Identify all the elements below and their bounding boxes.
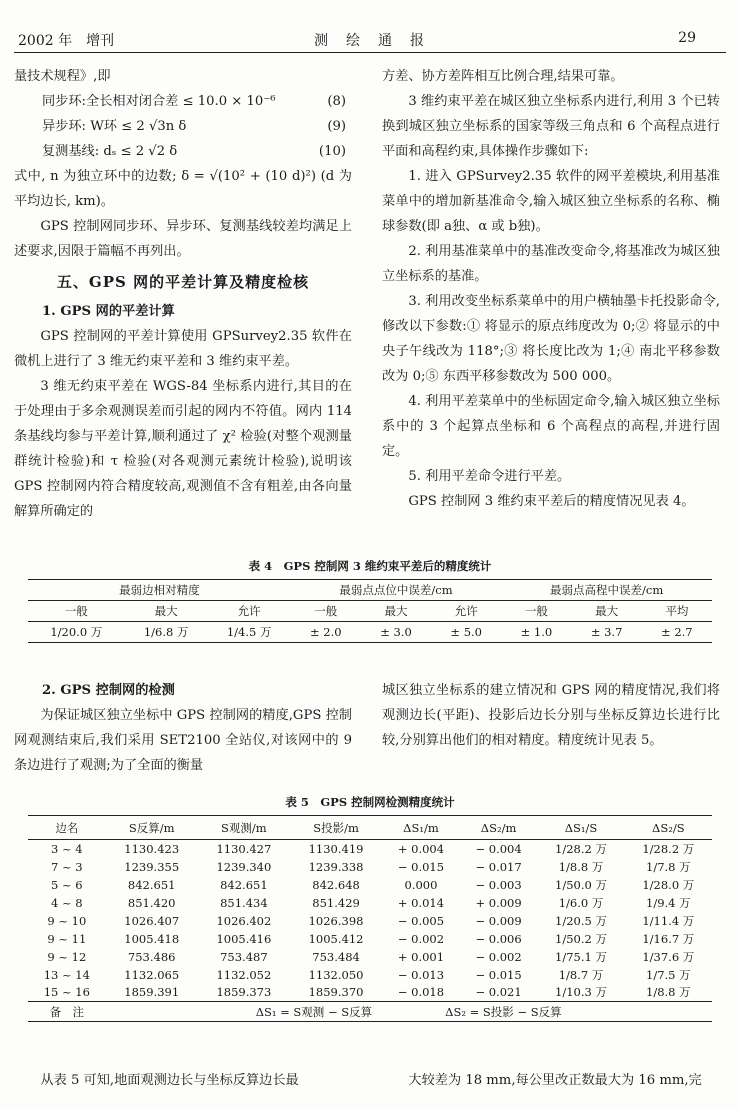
- table-cell: 0.000: [404, 877, 438, 892]
- table-4: [28, 579, 712, 643]
- table-cell: 1/50.2 万: [555, 931, 607, 946]
- table-cell: 753.486: [127, 949, 176, 964]
- equation-10: [14, 139, 352, 164]
- table-header-cell: 一般: [28, 601, 125, 622]
- table-header-cell: ΔS₂/m: [460, 816, 538, 840]
- equation-number: (10): [318, 144, 346, 159]
- table-cell: 851.420: [127, 895, 176, 910]
- table-cell: 1/8.8 万: [646, 985, 691, 1000]
- table-cell: 1/6.0 万: [558, 895, 604, 910]
- equation-8: [14, 89, 352, 114]
- table-cell: − 0.017: [475, 859, 522, 874]
- table-cell: + 0.009: [475, 895, 522, 910]
- table-cell: ± 1.0: [520, 625, 553, 639]
- table-cell: 5 ~ 6: [51, 877, 83, 892]
- table-cell: 1132.050: [308, 967, 364, 982]
- equation-text: 异步环: W环 ≤ 2 √3n δ: [42, 119, 187, 134]
- table-cell: 1/16.7 万: [642, 931, 695, 946]
- table-cell: 1859.373: [216, 985, 272, 1000]
- table-5: [28, 815, 712, 1022]
- table-cell: 4 ~ 8: [51, 895, 83, 910]
- table-row: [28, 840, 712, 858]
- table-cell: 1/37.6 万: [642, 949, 695, 964]
- table-cell: 1130.419: [308, 841, 364, 856]
- table-cell: − 0.018: [397, 985, 445, 1000]
- table-4-caption: 表 4 GPS 控制网 3 维约束平差后的精度统计: [248, 559, 492, 573]
- bottom-right-text: [382, 1068, 720, 1093]
- table-cell: 1/20.0 万: [50, 625, 103, 639]
- table-cell: − 0.004: [475, 841, 522, 856]
- equation-number: (9): [327, 119, 346, 134]
- table-cell: ± 2.0: [310, 625, 342, 639]
- paragraph: 为保证城区独立坐标中 GPS 控制网的精度,GPS 控制网观测结束后,我们采用 SET2100 全站仪,对该网中的 9 条边进行了观测;为了全面的衡量: [14, 708, 352, 773]
- table-cell: 753.487: [220, 949, 268, 964]
- table-cell: 1/4.5 万: [226, 625, 272, 639]
- table-cell: 1/8.8 万: [558, 859, 604, 874]
- table-header-cell: ΔS₁/m: [382, 816, 460, 840]
- table-cell: 1/9.4 万: [646, 895, 691, 910]
- equation-text: 同步环:全长相对闭合差 ≤ 10.0 × 10⁻⁶: [42, 94, 276, 109]
- paragraph: 3 维无约束平差在 WGS-84 坐标系内进行,其目的在于处理由于多余观测误差而引起的网内不符值。网内 114 条基线均参与平差计算,顺利通过了 χ² 检验(对整个观测量群统计检验)和 τ 检验(对各观测元素统计检验),说明该 GPS 控制网内符合精度较高,观测值不含有粗差,由各向量解算所确定的: [14, 379, 352, 519]
- step-1: 1. 进入 GPSurvey2.35 软件的网平差模块,利用基准菜单中的增加新基准命令,输入城区独立坐标系的名称、椭球参数(即 a独、α 或 b独)。: [382, 169, 720, 234]
- table-header-cell: ΔS₁/S: [537, 816, 624, 840]
- table-cell: 15 ~ 16: [43, 985, 90, 1000]
- step-5: 5. 利用平差命令进行平差。: [408, 469, 571, 484]
- table-header-cell: 一般: [291, 601, 361, 622]
- table-cell: 851.434: [220, 895, 268, 910]
- equation-text: 复测基线: dₛ ≤ 2 √2 δ: [42, 144, 178, 159]
- table-note-row: [28, 1002, 712, 1022]
- table-row: [28, 858, 712, 876]
- table-group-header: 最弱边相对精度: [28, 580, 291, 601]
- table-cell: − 0.005: [397, 913, 445, 928]
- table-cell: 1/7.8 万: [646, 859, 691, 874]
- table-row: [28, 930, 712, 948]
- step-3: 3. 利用改变坐标系菜单中的用户横轴墨卡托投影命令,修改以下参数:① 将显示的原点纬度改为 0;② 将显示的中央子午线改为 118°;③ 将长度比改为 1;④ 南北平移参数改为 0;⑤ 东西平移参数改为 500 000。: [382, 294, 720, 384]
- table-cell: 1239.340: [216, 859, 272, 874]
- table-row: [28, 966, 712, 984]
- table-cell: 1239.355: [124, 859, 180, 874]
- step-2: 2. 利用基准菜单中的基准改变命令,将基准改为城区独立坐标系的基准。: [382, 244, 720, 284]
- table-cell: 1/8.7 万: [558, 967, 604, 982]
- paragraph: 3 维约束平差在城区独立坐标系内进行,利用 3 个已转换到城区独立坐标系的国家等级三角点和 6 个高程点进行平面和高程约束,具体操作步骤如下:: [382, 94, 720, 159]
- paragraph: GPS 控制网同步环、异步环、复测基线较差均满足上述要求,因限于篇幅不再列出。: [14, 219, 352, 259]
- table-cell: 753.484: [312, 949, 360, 964]
- table-cell: 9 ~ 12: [47, 949, 87, 964]
- table-note-formula-2: ΔS₂ = S投影 − S反算: [382, 1002, 625, 1022]
- equation-number: (8): [327, 94, 346, 109]
- paragraph: 城区独立坐标系的建立情况和 GPS 网的精度情况,我们将观测边长(平距)、投影后边长分别与坐标反算边长进行比较,分别算出他们的相对精度。精度统计见表 5。: [382, 683, 720, 748]
- table-group-header: 最弱点高程中误差/cm: [501, 580, 712, 601]
- table-cell: 9 ~ 11: [47, 931, 87, 946]
- table-cell: + 0.001: [397, 949, 445, 964]
- table-cell: ± 2.7: [661, 625, 693, 639]
- bottom-left-text: [14, 1068, 352, 1093]
- table-cell: 1130.423: [124, 841, 180, 856]
- table-cell: − 0.002: [475, 949, 522, 964]
- table-cell: 1/50.0 万: [555, 877, 607, 892]
- table-cell: 842.651: [127, 877, 176, 892]
- right-column-middle: [382, 678, 720, 753]
- table-cell: 1/10.3 万: [555, 985, 607, 1000]
- table-cell: 1132.065: [124, 967, 180, 982]
- table-header-cell: 一般: [501, 601, 571, 622]
- table-cell: ± 5.0: [450, 625, 482, 639]
- table-cell: 3 ~ 4: [51, 841, 83, 856]
- paragraph: 大较差为 18 mm,每公里改正数最大为 16 mm,完: [408, 1073, 702, 1088]
- header-page-number: 29: [678, 30, 696, 46]
- table-cell: − 0.009: [475, 913, 522, 928]
- table-cell: 1132.052: [216, 967, 272, 982]
- header-journal-issue: 2002 年 增刊: [18, 33, 115, 49]
- left-column: [14, 64, 352, 524]
- table-cell: − 0.003: [475, 877, 522, 892]
- table-header-cell: 最大: [125, 601, 208, 622]
- table-cell: 851.429: [312, 895, 360, 910]
- table-cell: 1026.398: [308, 913, 364, 928]
- subsection-heading: 2. GPS 控制网的检测: [42, 683, 175, 698]
- table-row: [28, 876, 712, 894]
- table-cell: 1/75.1 万: [555, 949, 607, 964]
- table-cell: 7 ~ 3: [51, 859, 83, 874]
- table-cell: − 0.015: [475, 967, 522, 982]
- table-header-cell: ΔS₂/S: [625, 816, 712, 840]
- table-note-label: 备 注: [28, 1002, 106, 1022]
- step-4: 4. 利用平差菜单中的坐标固定命令,输入城区独立坐标系中的 3 个起算点坐标和 6 个高程点的高程,并进行固定。: [382, 394, 720, 459]
- table-cell: − 0.015: [397, 859, 445, 874]
- table-cell: 9 ~ 10: [47, 913, 87, 928]
- paragraph: GPS 控制网的平差计算使用 GPSurvey2.35 软件在微机上进行了 3 维无约束平差和 3 维约束平差。: [14, 329, 352, 369]
- table-cell: ± 3.0: [380, 625, 412, 639]
- table-cell: 1130.427: [216, 841, 272, 856]
- left-column-middle: [14, 678, 352, 778]
- table-cell: 1859.370: [308, 985, 364, 1000]
- table-cell: 1005.418: [124, 931, 180, 946]
- table-cell: 1/28.0 万: [642, 877, 695, 892]
- table-cell: ± 3.7: [590, 625, 623, 639]
- table-cell: 1859.391: [124, 985, 180, 1000]
- table-cell: 1/20.5 万: [555, 913, 607, 928]
- table-cell: + 0.004: [397, 841, 445, 856]
- table-cell: 1026.402: [216, 913, 272, 928]
- table-group-header: 最弱点点位中误差/cm: [291, 580, 502, 601]
- table-cell: 842.648: [312, 877, 360, 892]
- table-cell: + 0.014: [397, 895, 445, 910]
- paragraph: 从表 5 可知,地面观测边长与坐标反算边长最: [40, 1073, 299, 1088]
- table-cell: 1005.416: [216, 931, 272, 946]
- table-header-cell: 允许: [208, 601, 291, 622]
- table-cell: 1/6.8 万: [143, 625, 189, 639]
- table-header-cell: 允许: [431, 601, 501, 622]
- table-note-formula-1: ΔS₁ = S观测 − S反算: [106, 1002, 383, 1022]
- table-5-caption: 表 5 GPS 控制网检测精度统计: [285, 795, 455, 809]
- table-cell: 1026.407: [124, 913, 180, 928]
- header-journal-title: 测 绘 通 报: [314, 33, 426, 49]
- paragraph: GPS 控制网 3 维约束平差后的精度情况见表 4。: [408, 494, 695, 509]
- table-cell: 842.651: [220, 877, 268, 892]
- subsection-heading: 1. GPS 网的平差计算: [42, 304, 175, 319]
- table-row: [28, 622, 712, 643]
- table-header-cell: S投影/m: [290, 816, 382, 840]
- table-cell: 1239.338: [308, 859, 364, 874]
- header-rule: [14, 52, 726, 53]
- table-cell: 1/7.5 万: [646, 967, 691, 982]
- paragraph: 量技术规程》,即: [14, 69, 111, 84]
- table-row: [28, 984, 712, 1002]
- table-cell: − 0.006: [475, 931, 522, 946]
- table-header-cell: S观测/m: [198, 816, 290, 840]
- table-cell: − 0.021: [475, 985, 522, 1000]
- table-row: [28, 912, 712, 930]
- equation-9: [14, 114, 352, 139]
- table-row: [28, 948, 712, 966]
- table-header-cell: 平均: [642, 601, 712, 622]
- paragraph: 式中, n 为独立环中的边数; δ = √(10² + (10 d)²) (d 为平均边长, km)。: [14, 169, 352, 209]
- table-cell: 1/28.2 万: [555, 841, 607, 856]
- table-header-cell: 边名: [28, 816, 106, 840]
- paragraph: 方差、协方差阵相互比例合理,结果可靠。: [382, 69, 624, 84]
- table-cell: − 0.013: [397, 967, 445, 982]
- table-cell: 1/28.2 万: [642, 841, 695, 856]
- table-cell: 13 ~ 14: [43, 967, 90, 982]
- table-cell: 1/11.4 万: [642, 913, 695, 928]
- table-row: [28, 894, 712, 912]
- section-heading: 五、GPS 网的平差计算及精度检核: [56, 273, 310, 291]
- table-header-cell: 最大: [361, 601, 431, 622]
- right-column: [382, 64, 720, 514]
- table-header-cell: 最大: [572, 601, 642, 622]
- table-cell: 1005.412: [308, 931, 364, 946]
- table-cell: − 0.002: [397, 931, 445, 946]
- table-header-cell: S反算/m: [106, 816, 198, 840]
- table-note-blank: [625, 1002, 712, 1022]
